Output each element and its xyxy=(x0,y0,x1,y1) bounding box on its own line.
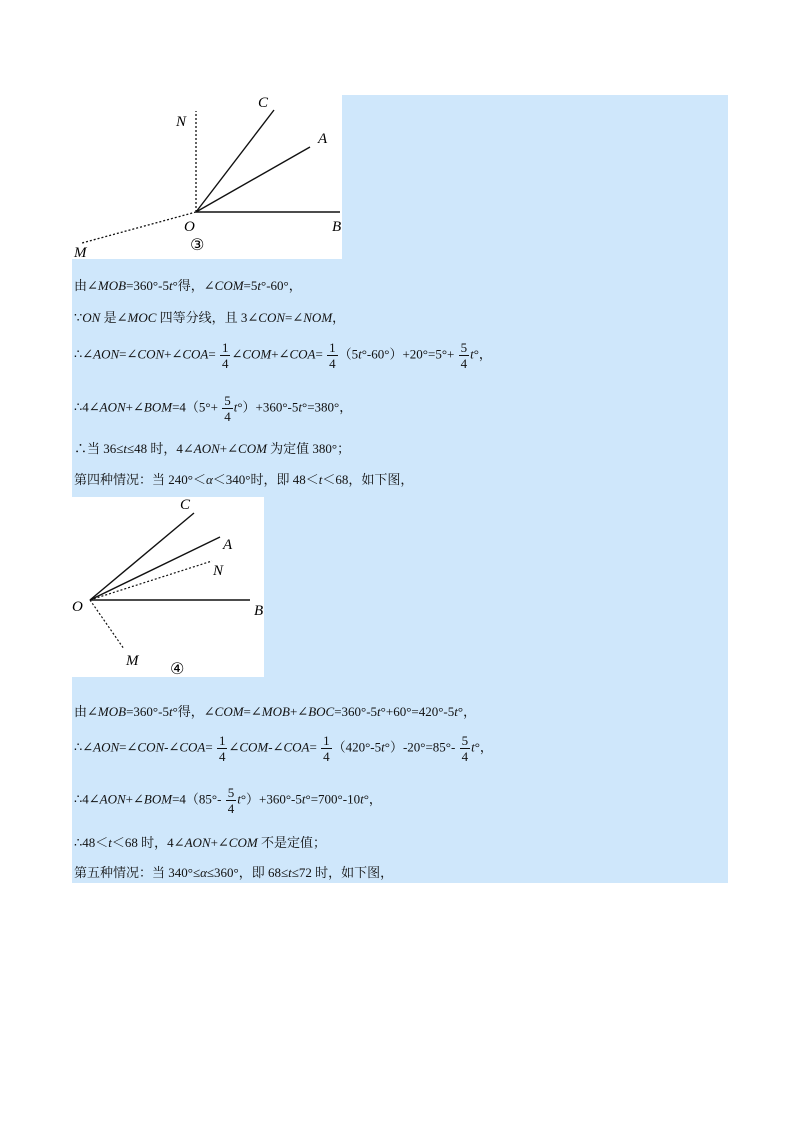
label-B: B xyxy=(254,603,264,619)
text-line-4: ∴4∠AON+∠BOM=4（5°+ $\frac{5}{4}$ t°）+360°-5t°=380°， xyxy=(74,393,353,424)
ray-OA xyxy=(196,147,310,212)
fraction: $\frac{1}{4}$ xyxy=(218,733,226,764)
fraction: $\frac{1}{4}$ xyxy=(329,340,336,371)
text-line-7: 由∠MOB=360°-5t°得，∠COM=∠MOB+∠BOC=360°-5t°+60°=420°-5t°， xyxy=(74,704,477,719)
label-M: M xyxy=(126,653,139,669)
label-A: A xyxy=(318,131,328,147)
figure-4 xyxy=(72,497,264,677)
figure-4-diagram xyxy=(72,497,264,677)
label-C: C xyxy=(258,95,269,111)
ray-OC xyxy=(196,110,274,212)
figure-3-diagram xyxy=(72,85,342,259)
figure-4-caption: ④ xyxy=(170,659,185,677)
text-line-10: ∴48＜t＜68 时，4∠AON+∠COM 不是定值； xyxy=(74,835,326,850)
fraction: $\frac{5}{4}$ xyxy=(461,733,469,764)
text-line-1: 由∠MOB=360°-5t°得，∠COM=5t°-60°， xyxy=(74,278,302,293)
label-O: O xyxy=(184,219,195,235)
highlight-block-top xyxy=(342,95,728,259)
text-line-3: ∴∠AON=∠CON+∠COA= $\frac{1}{4}$ ∠COM+∠COA= $\frac{1}{4}$ （5t°-60°）+20°=5°+ $\frac{5}{4}$ t°， xyxy=(74,340,492,371)
figure-3 xyxy=(72,85,342,259)
text-line-5: ∴当 36≤t≤48 时，4∠AON+∠COM 为定值 380°； xyxy=(74,441,351,456)
label-M: M xyxy=(74,245,87,259)
ray-ON xyxy=(90,561,212,600)
text-line-6: 第四种情况：当 240°＜α＜340°时，即 48＜t＜68，如下图， xyxy=(74,472,414,487)
label-N: N xyxy=(176,114,187,130)
label-A: A xyxy=(223,537,233,553)
text-line-9: ∴4∠AON+∠BOM=4（85°- $\frac{5}{4}$ t°）+360°-5t°=700°-10t°， xyxy=(74,785,382,816)
label-N: N xyxy=(213,563,224,579)
ray-OM xyxy=(82,212,196,243)
fraction: $\frac{1}{4}$ xyxy=(323,733,330,764)
fraction: $\frac{5}{4}$ xyxy=(227,785,235,816)
fraction: $\frac{1}{4}$ xyxy=(221,340,229,371)
highlight-block-side xyxy=(264,497,728,677)
ray-OM xyxy=(90,600,124,649)
label-O: O xyxy=(72,599,83,615)
fraction: $\frac{5}{4}$ xyxy=(460,340,468,371)
text-line-8: ∴∠AON=∠CON-∠COA= $\frac{1}{4}$ ∠COM-∠COA= $\frac{1}{4}$ （420°-5t°）-20°=85°- $\frac{5}{4}$ t°， xyxy=(74,733,493,764)
fraction: $\frac{5}{4}$ xyxy=(224,393,231,424)
label-C: C xyxy=(180,497,191,513)
text-line-2: ∵ON 是∠MOC 四等分线，且 3∠CON=∠NOM， xyxy=(74,310,346,325)
text-line-11: 第五种情况：当 340°≤α≤360°，即 68≤t≤72 时，如下图， xyxy=(74,865,394,880)
label-B: B xyxy=(332,219,342,235)
figure-3-caption: ③ xyxy=(190,235,205,254)
